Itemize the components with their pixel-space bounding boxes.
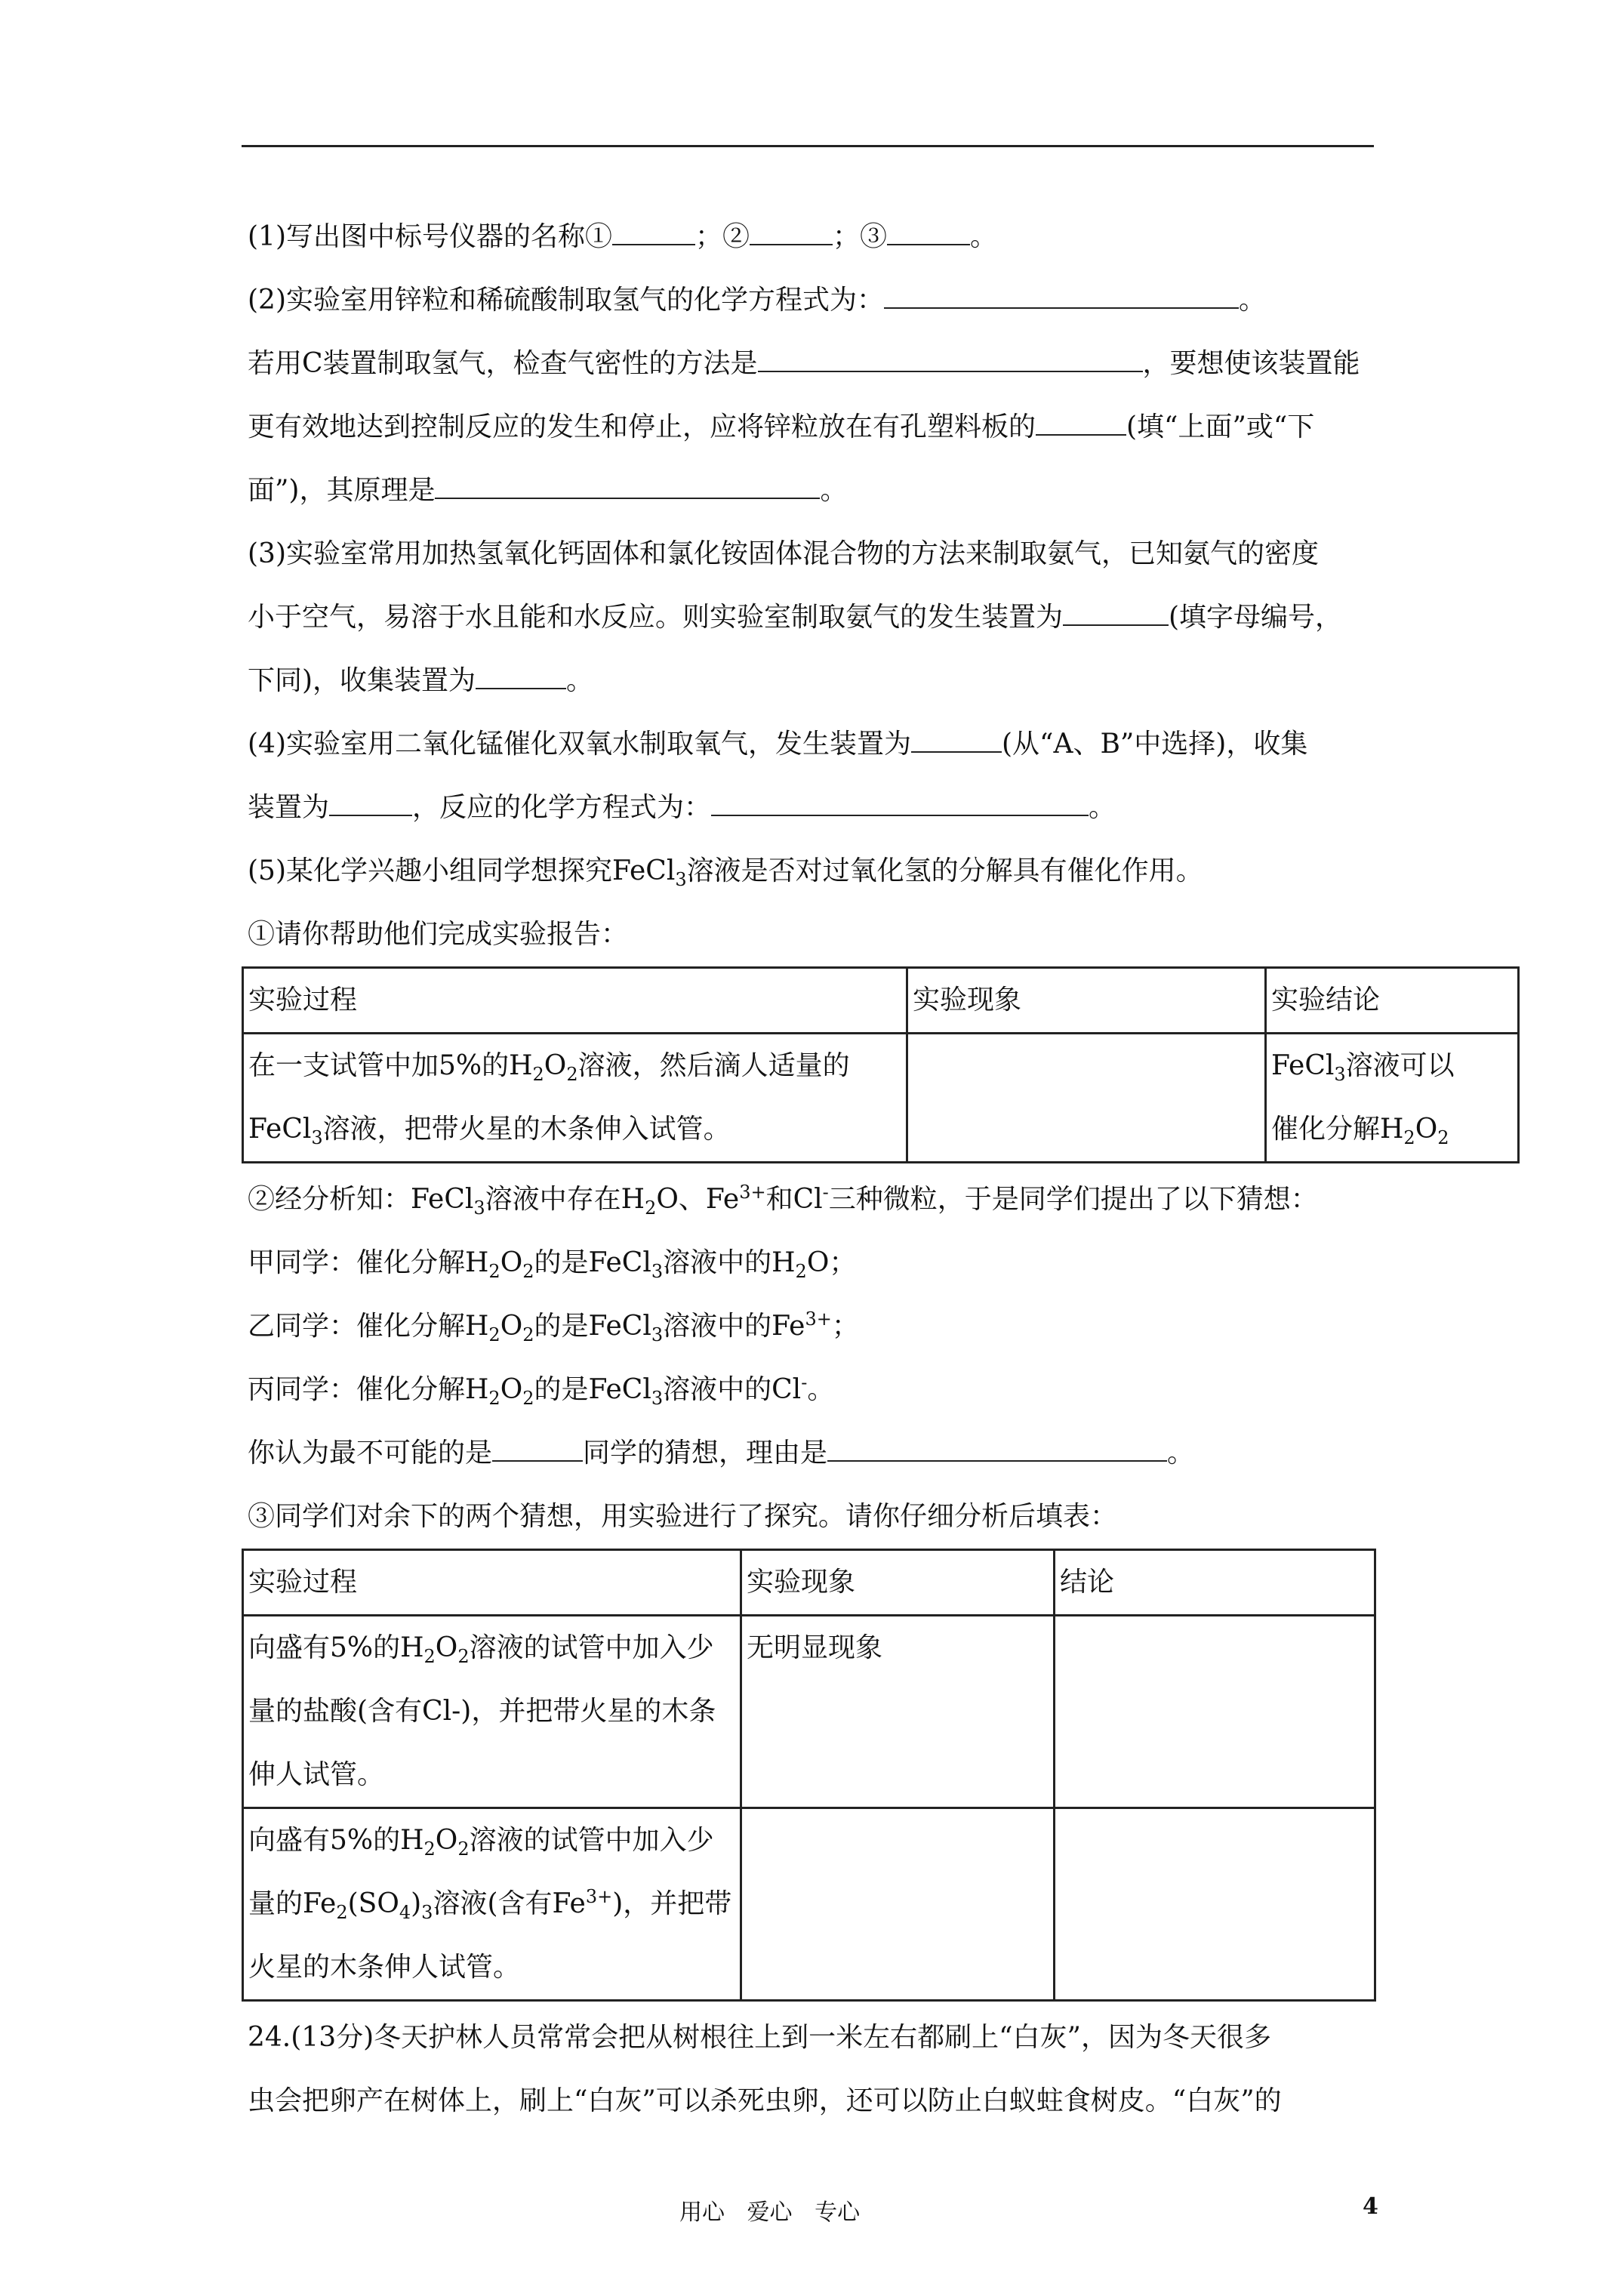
question-5-intro: (5)某化学兴趣小组同学想探究FeCl$_3$溶液是否对过氧化氢的分解具有催化作用。 (248, 855, 1203, 891)
page-number: 4 (1363, 2193, 1378, 2220)
header-rule (242, 145, 1374, 147)
question-4-line-1: (4)实验室用二氧化锰催化双氧水制取氧气，发生装置为 (从“A、B”中选择)，收集 (248, 713, 1380, 776)
question-3-line-2: 小于空气，易溶于水且能和水反应。则实验室制取氨气的发生装置为 (填字母编号， (248, 586, 1380, 649)
answer-blank[interactable] (476, 662, 566, 689)
table-row (243, 1808, 1375, 2001)
conclusion-cell[interactable] (1055, 1616, 1375, 1808)
answer-blank[interactable] (711, 789, 1089, 816)
document-body (248, 205, 1455, 2133)
answer-blank[interactable] (435, 472, 820, 499)
answer-blank[interactable] (887, 218, 970, 245)
table-row (243, 1034, 1519, 1163)
footer-slogan: 用心 爱心 专心 (679, 2199, 861, 2226)
question-1: (1)写出图中标号仪器的名称① ；② ；③ 。 (248, 205, 1380, 269)
question-2-line-3: 更有效地达到控制反应的发生和停止，应将锌粒放在有孔塑料板的 (填“上面”或“下 (248, 396, 1380, 459)
process-cell: 在一支试管中加5%的$H_2O_2$溶液，然后滴人适量的 FeCl$_3$溶液，把带火星的木条伸入试管。 (243, 1034, 907, 1163)
phenomenon-cell: 无明显现象 (741, 1616, 1055, 1808)
table-header-row (243, 1550, 1375, 1616)
question-3-line-1: (3)实验室常用加热氢氧化钙固体和氯化铵固体混合物的方法来制取氨气，已知氨气的密度 (248, 538, 1319, 569)
conclusion-cell[interactable] (1055, 1808, 1375, 2001)
header-phenomenon: 实验现象 (907, 968, 1266, 1034)
hypothesis-yi: 乙同学：催化分解$H_2O_2$的是FeCl$_3$溶液中的$Fe^{3+}$； (248, 1308, 859, 1346)
table-row (243, 1616, 1375, 1808)
header-phenomenon: 实验现象 (741, 1550, 1055, 1616)
answer-blank[interactable] (758, 345, 1143, 372)
header-process: 实验过程 (243, 968, 907, 1034)
least-likely-question: 你认为最不可能的是 同学的猜想，理由是 。 (248, 1422, 1380, 1485)
answer-blank[interactable] (612, 218, 695, 245)
question-24-line-1: 24.(13分)冬天护林人员常常会把从树根往上到一米左右都刷上“白灰”，因为冬天很多 (248, 2022, 1271, 2053)
phenomenon-cell[interactable] (907, 1034, 1266, 1163)
page-footer (0, 2193, 1623, 2239)
hypothesis-test-table (242, 1549, 1376, 2002)
analysis-sub-3: ③同学们对余下的两个猜想，用实验进行了探究。请你仔细分析后填表： (248, 1501, 1118, 1532)
hypothesis-jia: 甲同学：催化分解$H_2O_2$的是FeCl$_3$溶液中的$H_2O$； (248, 1247, 857, 1283)
analysis-intro: ②经分析知：FeCl$_3$溶液中存在$H_2O$、$Fe^{3+}$和Cl-三种微粒，于是同学们提出了以下猜想： (248, 1182, 1318, 1219)
header-conclusion: 实验结论 (1266, 968, 1519, 1034)
experiment-report-table (242, 966, 1520, 1163)
process-cell: 向盛有5%的$H_2O_2$溶液的试管中加入少 量的盐酸(含有Cl-)，并把带火星的木条 伸人试管。 (243, 1616, 741, 1808)
table-header-row (243, 968, 1519, 1034)
phenomenon-cell[interactable] (741, 1808, 1055, 2001)
process-cell: 向盛有5%的$H_2O_2$溶液的试管中加入少 量的$Fe_2(SO_4)_3$溶液(含有$Fe^{3+}$)，并把带 火星的木条伸人试管。 (243, 1808, 741, 2001)
hypothesis-bing: 丙同学：催化分解$H_2O_2$的是FeCl$_3$溶液中的Cl-。 (248, 1372, 835, 1410)
question-3-line-3: 下同)，收集装置为 。 (248, 649, 1380, 713)
question-5-sub-1: ①请你帮助他们完成实验报告： (248, 919, 629, 950)
question-2-line-1: (2)实验室用锌粒和稀硫酸制取氢气的化学方程式为： 。 (248, 269, 1380, 332)
conclusion-cell: FeCl$_3$溶液可以 催化分解$H_2O_2$ (1266, 1034, 1519, 1163)
header-process: 实验过程 (243, 1550, 741, 1616)
answer-blank[interactable] (1036, 408, 1126, 436)
question-24-line-2: 虫会把卵产在树体上，刷上“白灰”可以杀死虫卵，还可以防止白蚁蛀食树皮。“白灰”的 (248, 2085, 1282, 2116)
header-conclusion: 结论 (1055, 1550, 1375, 1616)
question-2-line-2: 若用C装置制取氢气，检查气密性的方法是 ，要想使该装置能 (248, 332, 1380, 396)
question-2-line-4: 面”)，其原理是 。 (248, 459, 1380, 522)
answer-blank[interactable] (884, 282, 1239, 309)
answer-blank[interactable] (329, 789, 412, 816)
answer-blank[interactable] (827, 1435, 1167, 1462)
answer-blank[interactable] (492, 1435, 583, 1462)
answer-blank[interactable] (1063, 599, 1169, 626)
answer-blank[interactable] (911, 726, 1002, 753)
answer-blank[interactable] (750, 218, 833, 245)
question-4-line-2: 装置为 ，反应的化学方程式为： 。 (248, 776, 1380, 840)
